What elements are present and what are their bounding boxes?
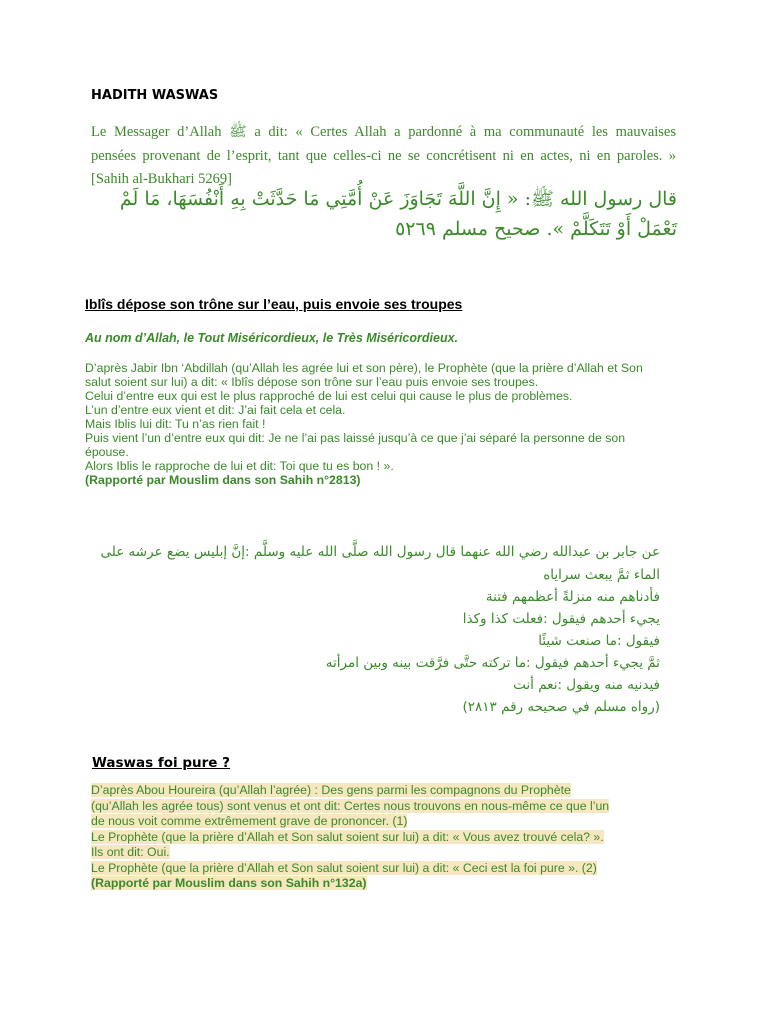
body-line: D’après Abou Houreira (qu’Allah l’agrée) : Des gens parmi les compagnons du Prophète (91, 783, 571, 797)
arabic-line: فيدنيه منه ويقول :نعم أنت (513, 677, 660, 693)
arabic-line: عن جابر بن عبدالله رضي الله عنهما قال رسول الله صلَّى الله عليه وسلَّم :إنَّ إبليس يضع عرشه على (100, 544, 660, 560)
iblis-arabic-text (88, 540, 660, 718)
body-line: Puis vient l’un d’entre eux qui dit: Je ne l’ai pas laissé jusqu’à ce que j’ai séparé la personne de son (85, 431, 626, 445)
body-line: salut soient sur lui) a dit: « Iblîs dépose son trône sur l’eau puis envoie ses troupes. (85, 375, 539, 389)
basmala-line: Au nom d’Allah, le Tout Miséricordieux, le Très Miséricordieux. (85, 331, 459, 345)
body-line: Le Prophète (que la prière d’Allah et Son salut soient sur lui) a dit: « Ceci est la foi pure ». (2) (91, 860, 597, 875)
mouslim-source-2813: (Rapporté par Mouslim dans son Sahih n°2813) (85, 473, 361, 487)
body-line: Celui d’entre eux qui est le plus rapproché de lui est celui qui cause le plus de problèmes. (85, 389, 573, 403)
arabic-line: (رواه مسلم في صحيحه رقم ٢٨١٣) (462, 699, 660, 715)
arabic-line: فيقول :ما صنعت شيئًا (538, 633, 660, 649)
body-line: D’après Jabir Ibn ‘Abdillah (qu’Allah les agrée lui et son père), le Prophète (que la prière d’Allah et Son (85, 361, 643, 375)
waswas-foi-pure-heading: Waswas foi pure ? (92, 755, 230, 771)
arabic-line: ثمَّ يجيء أحدهم فيقول :ما تركته حتَّى فرَّقت بينه وبين امرأته (325, 655, 660, 671)
bukhari-source: [Sahih al-Bukhari 5269] (91, 171, 232, 187)
body-line: épouse. (85, 445, 129, 459)
iblis-section-heading: Iblîs dépose son trône sur l’eau, puis envoie ses troupes (85, 296, 463, 312)
body-line: Ils ont dit: Oui. (91, 845, 170, 859)
foi-pure-hadith-body (91, 783, 691, 892)
body-line: de nous voit comme extrêmement grave de prononcer. (1) (91, 814, 408, 828)
arabic-line: الماء ثمَّ يبعث سراياه (543, 567, 660, 583)
hadith-french-translation (91, 120, 676, 168)
body-line: Alors Iblis le rapproche de lui et dit: Toi que tu es bon ! ». (85, 459, 394, 473)
hadith-arabic-text: قال رسول الله ﷺ: « إِنَّ اللَّهَ تَجَاوَزَ عَنْ أُمَّتِي مَا حَدَّثَتْ بِهِ أَنْفُسَهَا، مَا لَمْ تَعْمَلْ أَوْ تَتَكَلَّمْ ». صحيح مسلم ٥٢٦٩ (119, 188, 677, 240)
mouslim-source-132a: (Rapporté par Mouslim dans son Sahih n°132a) (91, 876, 367, 890)
hadith-waswas-heading: HADITH WASWAS (91, 88, 219, 103)
french-line: Le Messager d’Allah ﷺ a dit: « Certes Allah a pardonné à ma communauté les mauvaises (91, 124, 676, 140)
french-line: pensées provenant de l’esprit, tant que celles-ci ne se concrétisent ni en actes, ni en paroles. » (91, 148, 676, 164)
arabic-line: يجيء أحدهم فيقول :فعلت كذا وكذا (462, 611, 660, 627)
arabic-line: فأدناهم منه منزلةً أعظمهم فتنة (485, 589, 660, 605)
body-line: L’un d’entre eux vient et dit: J’ai fait cela et cela. (85, 403, 346, 417)
iblis-hadith-body (85, 361, 685, 473)
body-line: Mais Iblis lui dit: Tu n’as rien fait ! (85, 417, 266, 431)
body-line: (qu’Allah les agrée tous) sont venus et ont dit: Certes nous trouvons en nous-même ce que l’un (91, 798, 610, 813)
body-line: Le Prophète (que la prière d’Allah et Son salut soient sur lui) a dit: « Vous avez trouvé cela? ». (91, 829, 604, 844)
